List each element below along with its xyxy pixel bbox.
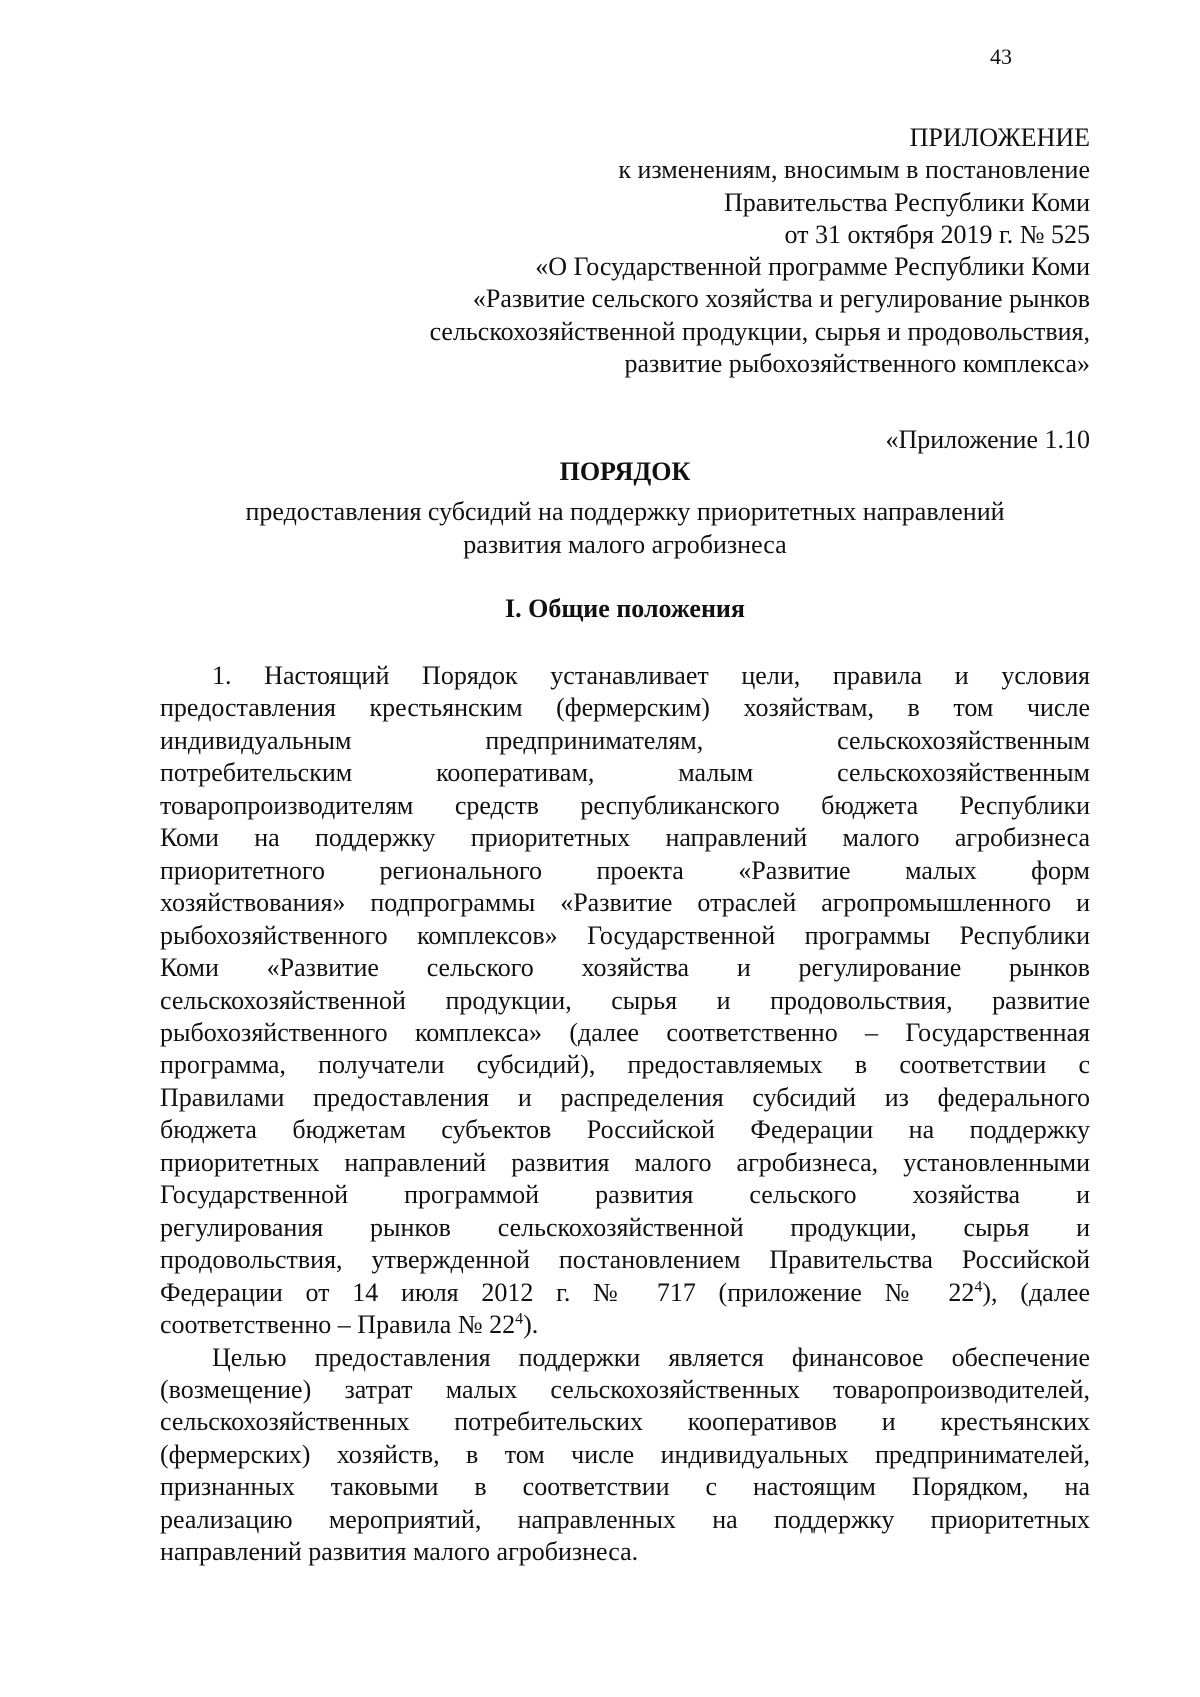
body-text: соответственно – Правила № 22: [160, 1310, 516, 1340]
body-line: сельскохозяйственной продукции, сырья и продовольствия, развитие: [160, 985, 1090, 1015]
subtitle-line: предоставления субсидий на поддержку приоритетных направлений: [245, 497, 1005, 526]
body-line: 1. Настоящий Порядок устанавливает цели, правила и условия: [212, 661, 1090, 690]
body-line: рыбохозяйственного комплексов» Государственной программы Республики: [160, 920, 1090, 950]
body-line: [160, 1309, 1090, 1341]
appendix-header: [110, 122, 1090, 380]
body-line: [160, 1277, 1090, 1309]
body-line: Коми на поддержку приоритетных направлений малого агробизнеса: [160, 823, 1090, 853]
document-subtitle: [160, 496, 1090, 561]
header-line: развитие рыбохозяйственного комплекса»: [624, 349, 1090, 379]
body-line: предоставления крестьянским (фермерским) хозяйствам, в том числе: [160, 693, 1090, 723]
header-line: «Развитие сельского хозяйства и регулирование рынков: [472, 284, 1090, 314]
body-text: ).: [523, 1310, 539, 1340]
body-line: приоритетного регионального проекта «Развитие малых форм: [160, 855, 1090, 885]
document-title: ПОРЯДОК: [559, 457, 691, 486]
body-line: Государственной программой развития сельского хозяйства и: [160, 1180, 1090, 1210]
body-line: признанных таковыми в соответствии с настоящим Порядком, на: [160, 1472, 1090, 1502]
body-line: (возмещение) затрат малых сельскохозяйственных товаропроизводителей,: [160, 1374, 1090, 1404]
body-line: Целью предоставления поддержки является финансовое обеспечение: [212, 1342, 1090, 1372]
header-line: ПРИЛОЖЕНИЕ: [909, 123, 1090, 152]
body-line: продовольствия, утвержденной постановлением Правительства Российской: [160, 1245, 1090, 1275]
body-line: рыбохозяйственного комплекса» (далее соответственно – Государственная: [160, 1017, 1090, 1047]
body-text: Федерации от 14 июля 2012 г. № 717 (приложение № 22: [160, 1277, 975, 1307]
body-line: реализацию мероприятий, направленных на поддержку приоритетных: [160, 1504, 1090, 1534]
body-line: приоритетных направлений развития малого агробизнеса, установленными: [160, 1147, 1090, 1177]
header-line: от 31 октября 2019 г. № 525: [784, 219, 1090, 249]
body-line: потребительским кооперативам, малым сельскохозяйственным: [160, 758, 1090, 788]
body-line: сельскохозяйственных потребительских кооперативов и крестьянских: [160, 1407, 1090, 1437]
body-line: хозяйствования» подпрограммы «Развитие отраслей агропромышленного и: [160, 888, 1090, 918]
footnote-superscript: 4: [974, 1277, 983, 1295]
body-text: ), (далее: [982, 1277, 1090, 1307]
paragraph-1: [160, 660, 1090, 1342]
footnote-superscript: 4: [515, 1310, 524, 1328]
header-line: «О Государственной программе Республики Коми: [535, 252, 1090, 282]
body-line: направлений развития малого агробизнеса.: [160, 1537, 639, 1567]
paragraph-2: [160, 1342, 1090, 1569]
subtitle-line: развития малого агробизнеса: [463, 529, 787, 559]
body-line: Коми «Развитие сельского хозяйства и регулирование рынков: [160, 953, 1090, 983]
header-line: Правительства Республики Коми: [724, 187, 1090, 217]
body-line: (фермерских) хозяйств, в том числе индивидуальных предпринимателей,: [160, 1439, 1090, 1469]
body-line: регулирования рынков сельскохозяйственной продукции, сырья и: [160, 1212, 1090, 1242]
document-body: [160, 660, 1090, 1569]
body-line: индивидуальным предпринимателям, сельскохозяйственным: [160, 725, 1090, 755]
appendix-reference: «Приложение 1.10: [885, 425, 1090, 454]
page-number: 43: [990, 44, 1012, 69]
header-line: сельскохозяйственной продукции, сырья и продовольствия,: [429, 316, 1090, 346]
body-line: товаропроизводителям средств республиканского бюджета Республики: [160, 790, 1090, 820]
section-heading: I. Общие положения: [505, 594, 745, 623]
body-line: программа, получатели субсидий), предоставляемых в соответствии с: [160, 1050, 1090, 1080]
body-line: бюджета бюджетам субъектов Российской Федерации на поддержку: [160, 1115, 1090, 1145]
header-line: к изменениям, вносимым в постановление: [618, 155, 1090, 185]
body-line: Правилами предоставления и распределения субсидий из федерального: [160, 1082, 1090, 1112]
